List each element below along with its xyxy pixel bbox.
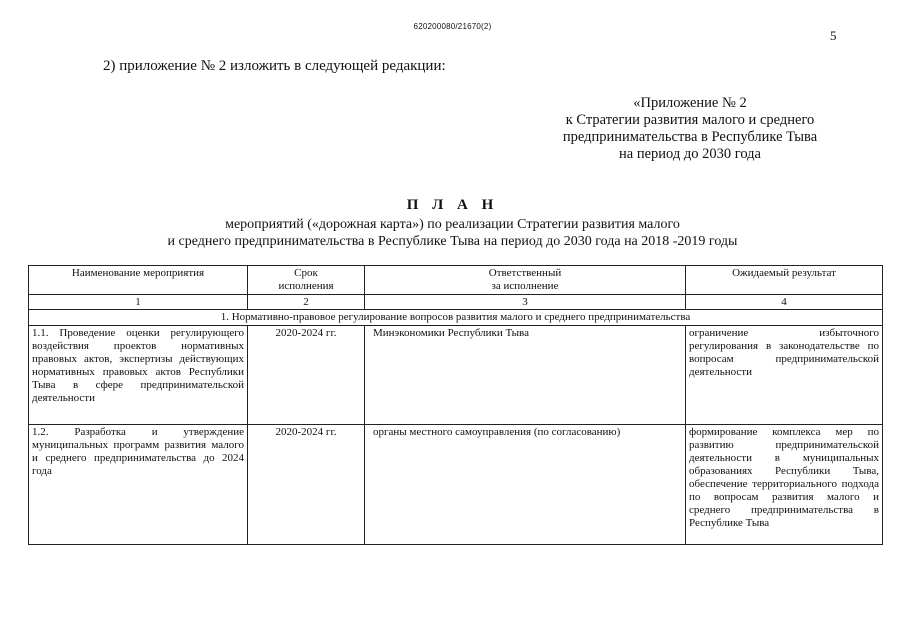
table-row bbox=[29, 326, 883, 425]
column-number: 3 bbox=[365, 295, 686, 310]
document-id: 620200080/21670(2) bbox=[413, 22, 492, 31]
column-number-row bbox=[29, 295, 883, 310]
section-title: 1. Нормативно-правовое регулирование вопросов развития малого и среднего предпринимательства bbox=[29, 310, 883, 326]
appendix-line: на период до 2030 года bbox=[619, 146, 761, 162]
plan-subtitle-line: и среднего предпринимательства в Республике Тыва на период до 2030 года на 2018 -2019 годы bbox=[167, 234, 738, 249]
row-deadline: 2020-2024 гг. bbox=[248, 425, 365, 545]
header-deadline: Срок исполнения bbox=[248, 266, 365, 295]
table-header-row bbox=[29, 266, 883, 295]
plan-table bbox=[28, 265, 883, 545]
row-result: формирование комплекса мер по развитию предпринимательской деятельности в муниципальных образованиях Республики Тыва, обеспечение территориального подхода по вопросам развития малого и среднего предпринимательства в Республике Тыва bbox=[686, 425, 883, 545]
page-number: 5 bbox=[830, 28, 837, 43]
plan-title: П Л А Н bbox=[406, 197, 499, 213]
row-deadline: 2020-2024 гг. bbox=[248, 326, 365, 425]
row-responsible: органы местного самоуправления (по согласованию) bbox=[365, 425, 686, 545]
appendix-line: к Стратегии развития малого и среднего bbox=[565, 112, 815, 128]
appendix-line: «Приложение № 2 bbox=[633, 95, 747, 111]
header-result: Ожидаемый результат bbox=[686, 266, 883, 295]
plan-subtitle-line: мероприятий («дорожная карта») по реализации Стратегии развития малого bbox=[225, 217, 680, 232]
header-responsible: Ответственный за исполнение bbox=[365, 266, 686, 295]
row-responsible: Минэкономики Республики Тыва bbox=[365, 326, 686, 425]
plan-subtitle bbox=[0, 216, 905, 250]
appendix-block bbox=[520, 95, 860, 163]
row-name: 1.2. Разработка и утверждение муниципальных программ развития малого и среднего предпринимательства до 2024 года bbox=[29, 425, 248, 545]
column-number: 1 bbox=[29, 295, 248, 310]
appendix-line: предпринимательства в Республике Тыва bbox=[562, 129, 818, 145]
column-number: 2 bbox=[248, 295, 365, 310]
section-row bbox=[29, 310, 883, 326]
header-name: Наименование мероприятия bbox=[29, 266, 248, 295]
table-row bbox=[29, 425, 883, 545]
row-result: ограничение избыточного регулирования в законодательстве по вопросам предпринимательской деятельности bbox=[686, 326, 883, 425]
row-name: 1.1. Проведение оценки регулирующего воздействия проектов нормативных правовых актов, экспертизы действующих нормативных правовых актов Республики Тыва в сфере предпринимательской деятельности bbox=[29, 326, 248, 425]
intro-text: 2) приложение № 2 изложить в следующей редакции: bbox=[103, 58, 446, 74]
column-number: 4 bbox=[686, 295, 883, 310]
